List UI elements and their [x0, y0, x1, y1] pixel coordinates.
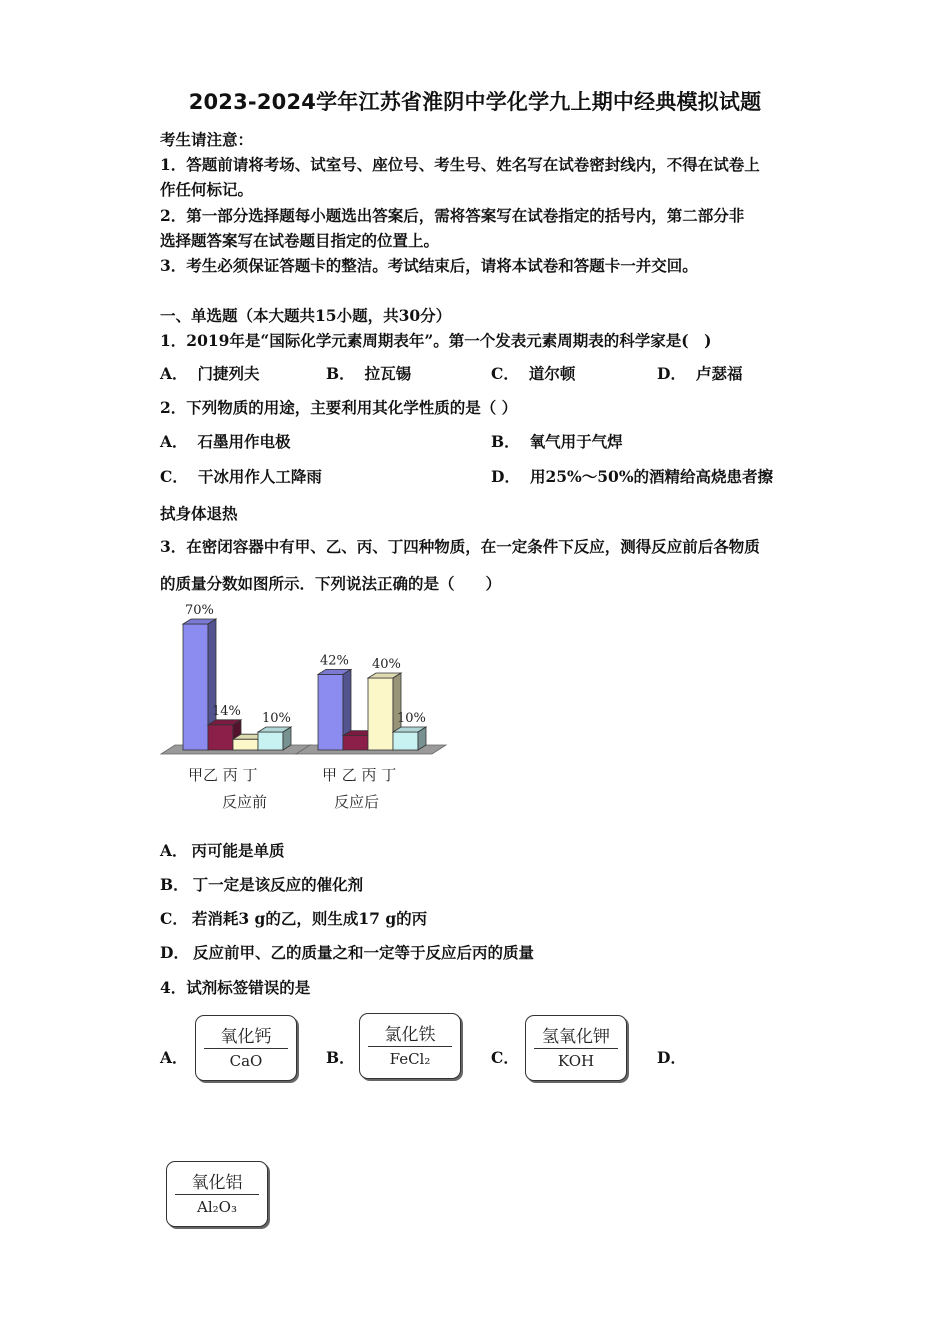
- option-label: D．: [160, 943, 189, 962]
- label-divider: [534, 1048, 618, 1049]
- question-2-option-a[interactable]: [160, 430, 291, 452]
- option-text: 若消耗3 g的乙，则生成17 g的丙: [191, 909, 428, 928]
- option-text: 反应前甲、乙的质量之和一定等于反应后丙的质量: [192, 943, 534, 962]
- notice-item-1: 1．答题前请将考场、试室号、座位号、考生号、姓名写在试卷密封线内，不得在试卷上: [160, 155, 760, 174]
- option-text: 石墨用作电极: [197, 432, 291, 451]
- option-text: 干冰用作人工降雨: [197, 467, 322, 486]
- option-text: 氧气用于气焊: [529, 432, 623, 451]
- notice-item-3: 3．考生必须保证答题卡的整洁。考试结束后，请将本试卷和答题卡一并交回。: [160, 256, 698, 275]
- notice-heading: 考生请注意：: [160, 130, 254, 149]
- option-text: 丙可能是单质: [191, 841, 285, 860]
- reagent-name: 氢氧化钾: [542, 1027, 610, 1047]
- question-1-stem: 1．2019年是“国际化学元素周期表年”。第一个发表元素周期表的科学家是( ): [160, 331, 712, 350]
- data-label: 42%: [320, 653, 349, 669]
- option-label: B．: [326, 364, 355, 383]
- option-label: A．: [160, 841, 188, 860]
- option-label: C．: [491, 364, 519, 383]
- option-label: A．: [160, 432, 188, 451]
- category-labels-before: 甲乙 丙 丁: [188, 766, 258, 784]
- bar-before-丁: [258, 727, 291, 750]
- bar-after-丁: [393, 727, 426, 750]
- label-divider: [368, 1046, 452, 1047]
- question-4-option-d-label[interactable]: D．: [657, 1048, 686, 1067]
- reagent-label-koh[interactable]: [525, 1015, 627, 1081]
- option-label: A．: [160, 364, 188, 383]
- question-4-option-b-label[interactable]: B．: [326, 1048, 355, 1067]
- reagent-name: 氯化铁: [384, 1025, 436, 1045]
- question-4-option-c-label[interactable]: C．: [491, 1048, 519, 1067]
- option-text: 丁一定是该反应的催化剂: [192, 875, 364, 894]
- notice-item-1-cont: 作任何标记。: [160, 180, 254, 199]
- question-2-option-c[interactable]: [160, 465, 322, 487]
- data-label: 10%: [397, 711, 426, 726]
- option-text: 用25%～50%的酒精给高烧患者擦: [529, 467, 774, 486]
- question-3-option-a[interactable]: [160, 839, 285, 861]
- label-divider: [175, 1194, 259, 1195]
- label-divider: [204, 1048, 288, 1049]
- category-labels-after: 甲 乙 丙 丁: [322, 766, 397, 784]
- question-3-option-d[interactable]: [160, 941, 534, 963]
- data-label: 14%: [212, 703, 241, 719]
- option-label: D．: [657, 364, 686, 383]
- group-label-after: 反应后: [334, 793, 380, 811]
- group-label-before: 反应前: [222, 793, 268, 811]
- reagent-label-cao[interactable]: [195, 1015, 297, 1081]
- question-3-stem: 3．在密闭容器中有甲、乙、丙、丁四种物质，在一定条件下反应，测得反应前后各物质: [160, 537, 760, 556]
- question-1-option-d[interactable]: [657, 362, 742, 384]
- mass-fraction-bar-chart: [150, 596, 460, 816]
- option-text: 门捷列夫: [197, 364, 260, 383]
- question-2-option-b[interactable]: [491, 430, 623, 452]
- question-3-option-b[interactable]: [160, 873, 363, 895]
- question-1-option-c[interactable]: [491, 362, 575, 384]
- option-label: B．: [491, 432, 520, 451]
- question-3-stem-cont: 的质量分数如图所示．下列说法正确的是（ ）: [160, 574, 502, 593]
- data-label: 70%: [185, 603, 214, 618]
- reagent-formula: CaO: [229, 1052, 263, 1070]
- question-3-option-c[interactable]: [160, 907, 427, 929]
- option-label: C．: [160, 467, 188, 486]
- reagent-name: 氧化钙: [220, 1027, 272, 1047]
- notice-item-2-cont: 选择题答案写在试卷题目指定的位置上。: [160, 231, 440, 250]
- reagent-formula: FeCl₂: [389, 1050, 431, 1068]
- option-text: 拉瓦锡: [364, 364, 412, 383]
- section-heading: 一、单选题（本大题共15小题，共30分）: [160, 306, 452, 325]
- data-label: 40%: [372, 657, 401, 672]
- question-2-option-d[interactable]: [491, 465, 773, 487]
- option-text: 道尔顿: [528, 364, 576, 383]
- option-text: 卢瑟福: [695, 364, 743, 383]
- option-label: B．: [160, 875, 189, 894]
- reagent-label-fecl2[interactable]: [359, 1013, 461, 1079]
- page-title: 2023-2024学年江苏省淮阴中学化学九上期中经典模拟试题: [188, 90, 762, 114]
- option-label: D．: [491, 467, 520, 486]
- notice-item-2: 2．第一部分选择题每小题选出答案后，需将答案写在试卷指定的括号内，第二部分非: [160, 206, 745, 225]
- reagent-label-al2o3[interactable]: [166, 1161, 268, 1227]
- reagent-formula: KOH: [557, 1052, 595, 1070]
- data-label: 10%: [262, 711, 291, 726]
- question-4-stem: 4．试剂标签错误的是: [160, 978, 311, 997]
- reagent-name: 氧化铝: [191, 1173, 243, 1193]
- question-1-option-a[interactable]: [160, 362, 260, 384]
- question-1-option-b[interactable]: [326, 362, 411, 384]
- question-2-option-d-cont: 拭身体退热: [160, 504, 238, 523]
- question-2-stem: 2．下列物质的用途，主要利用其化学性质的是（ ）: [160, 398, 518, 417]
- reagent-formula: Al₂O₃: [197, 1198, 237, 1216]
- option-label: C．: [160, 909, 188, 928]
- question-4-option-a-label[interactable]: A．: [160, 1048, 188, 1067]
